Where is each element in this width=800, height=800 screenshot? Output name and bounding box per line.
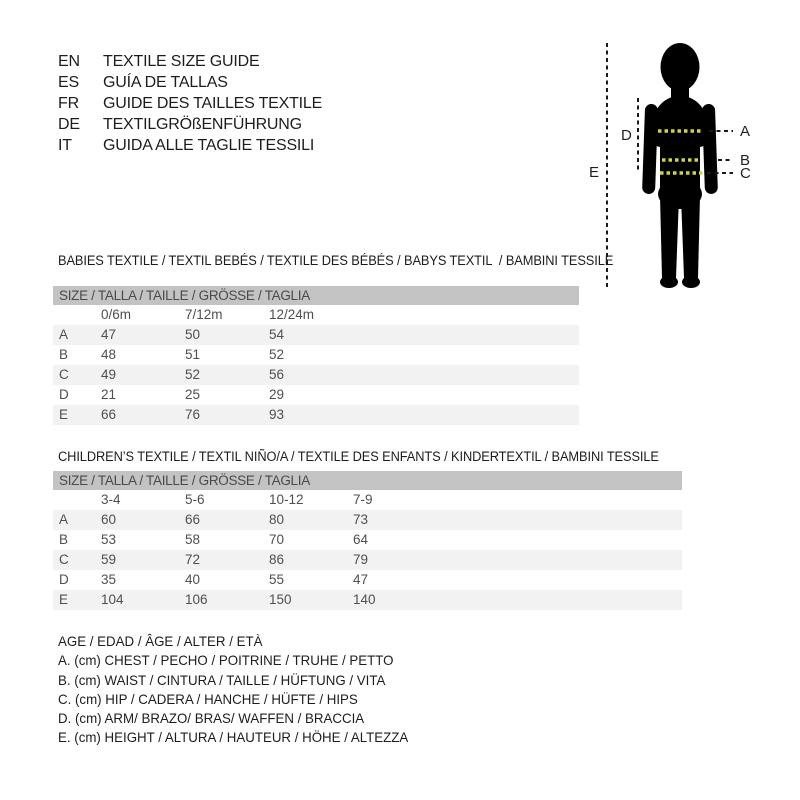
- language-label: TEXTILE SIZE GUIDE: [103, 53, 260, 70]
- legend-line: A. (cm) CHEST / PECHO / POITRINE / TRUHE / PETTO: [58, 652, 394, 669]
- table-row: [53, 405, 579, 425]
- size-value: 55: [269, 572, 285, 587]
- size-value: 25: [185, 387, 201, 402]
- table-row: [53, 510, 682, 530]
- right-leg: [681, 196, 700, 287]
- measurement-legend: [58, 632, 408, 748]
- row-label-spacer: [53, 490, 101, 510]
- babies-size-table: [53, 286, 579, 425]
- size-value: 58: [185, 532, 201, 547]
- size-value: 40: [185, 572, 201, 587]
- legend-line: E. (cm) HEIGHT / ALTURA / HAUTEUR / HÖHE / ALTEZZA: [58, 729, 409, 746]
- children-section-title: CHILDREN’S TEXTILE / TEXTIL NIÑO/A / TEXTILE DES ENFANTS / KINDERTEXTIL / BAMBINI TESSILE: [58, 449, 659, 464]
- size-value: 52: [269, 347, 285, 362]
- language-label: TEXTILGRÖßENFÜHRUNG: [103, 116, 302, 133]
- size-value: 73: [353, 512, 369, 527]
- size-value: 52: [185, 367, 201, 382]
- table-row: [53, 365, 579, 385]
- size-value: 150: [269, 592, 292, 607]
- table-row: [53, 325, 579, 345]
- size-value: 47: [101, 327, 117, 342]
- language-list: [58, 51, 322, 156]
- column-header: 0/6m: [101, 307, 132, 322]
- size-value: 64: [353, 532, 369, 547]
- size-value: 56: [269, 367, 285, 382]
- left-leg: [660, 196, 679, 287]
- left-foot: [660, 276, 678, 288]
- row-label: D: [59, 572, 69, 587]
- size-value: 72: [185, 552, 201, 567]
- table-column-headers: [53, 490, 682, 510]
- language-row: [58, 135, 322, 156]
- left-arm: [642, 104, 658, 194]
- arm-line-D: [621, 98, 638, 173]
- size-value: 140: [353, 592, 376, 607]
- size-value: 80: [269, 512, 285, 527]
- size-value: 106: [185, 592, 208, 607]
- size-value: 86: [269, 552, 285, 567]
- table-header: SIZE / TALLA / TAILLE / GRÖSSE / TAGLIA: [53, 286, 579, 305]
- row-label: D: [59, 387, 69, 402]
- size-value: 79: [353, 552, 369, 567]
- table-column-headers: [53, 305, 579, 325]
- language-code: EN: [58, 53, 80, 70]
- size-value: 48: [101, 347, 117, 362]
- size-value: 60: [101, 512, 117, 527]
- size-value: 29: [269, 387, 285, 402]
- children-size-table: [53, 471, 682, 610]
- label-E: E: [589, 164, 600, 181]
- column-header: 5-6: [185, 492, 205, 507]
- table-row: [53, 550, 682, 570]
- label-B: B: [740, 152, 751, 169]
- size-value: 76: [185, 407, 201, 422]
- row-label: B: [59, 347, 69, 362]
- table-row: [53, 385, 579, 405]
- size-value: 35: [101, 572, 117, 587]
- column-header: 3-4: [101, 492, 121, 507]
- table-row: [53, 530, 682, 550]
- table-header: SIZE / TALLA / TAILLE / GRÖSSE / TAGLIA: [53, 471, 682, 490]
- table-row: [53, 345, 579, 365]
- language-label: GUÍA DE TALLAS: [103, 74, 228, 91]
- label-A: A: [740, 123, 751, 140]
- table-row: [53, 590, 682, 610]
- column-header: 12/24m: [269, 307, 315, 322]
- right-arm: [702, 104, 718, 194]
- label-C: C: [740, 165, 751, 182]
- right-foot: [682, 276, 700, 288]
- child-silhouette: [642, 43, 718, 288]
- language-code: IT: [58, 137, 72, 154]
- row-label: C: [59, 367, 69, 382]
- row-label: C: [59, 552, 69, 567]
- legend-line: C. (cm) HIP / CADERA / HANCHE / HÜFTE / HIPS: [58, 690, 358, 707]
- column-header: 10-12: [269, 492, 304, 507]
- size-value: 66: [101, 407, 117, 422]
- size-value: 59: [101, 552, 117, 567]
- row-label: B: [59, 532, 69, 547]
- row-label: E: [59, 592, 69, 607]
- size-value: 93: [269, 407, 285, 422]
- language-code: ES: [58, 74, 79, 91]
- table-row: [53, 570, 682, 590]
- height-line-E: [589, 43, 607, 288]
- language-row: [58, 51, 322, 72]
- size-value: 51: [185, 347, 201, 362]
- column-header: 7/12m: [185, 307, 223, 322]
- size-value: 66: [185, 512, 201, 527]
- size-value: 70: [269, 532, 285, 547]
- row-label-spacer: [53, 305, 101, 325]
- language-label: GUIDE DES TAILLES TEXTILE: [103, 95, 323, 112]
- size-value: 50: [185, 327, 201, 342]
- legend-line: D. (cm) ARM/ BRAZO/ BRAS/ WAFFEN / BRACCIA: [58, 710, 365, 727]
- size-value: 49: [101, 367, 117, 382]
- language-row: [58, 72, 322, 93]
- language-code: DE: [58, 116, 80, 133]
- language-row: [58, 114, 322, 135]
- column-header: 7-9: [353, 492, 373, 507]
- language-code: FR: [58, 95, 79, 112]
- size-value: 21: [101, 387, 117, 402]
- row-label: A: [59, 327, 69, 342]
- babies-section-title: BABIES TEXTILE / TEXTIL BEBÉS / TEXTILE DES BÉBÉS / BABYS TEXTIL / BAMBINI TESSILE: [58, 253, 614, 268]
- language-label: GUIDA ALLE TAGLIE TESSILI: [103, 137, 315, 154]
- language-row: [58, 93, 322, 114]
- legend-line: B. (cm) WAIST / CINTURA / TAILLE / HÜFTUNG / VITA: [58, 671, 386, 688]
- legend-line: AGE / EDAD / ÂGE / ALTER / ETÀ: [58, 633, 263, 649]
- row-label: E: [59, 407, 69, 422]
- size-value: 104: [101, 592, 124, 607]
- size-value: 47: [353, 572, 369, 587]
- label-D: D: [621, 127, 632, 144]
- row-label: A: [59, 512, 69, 527]
- size-value: 54: [269, 327, 285, 342]
- size-value: 53: [101, 532, 117, 547]
